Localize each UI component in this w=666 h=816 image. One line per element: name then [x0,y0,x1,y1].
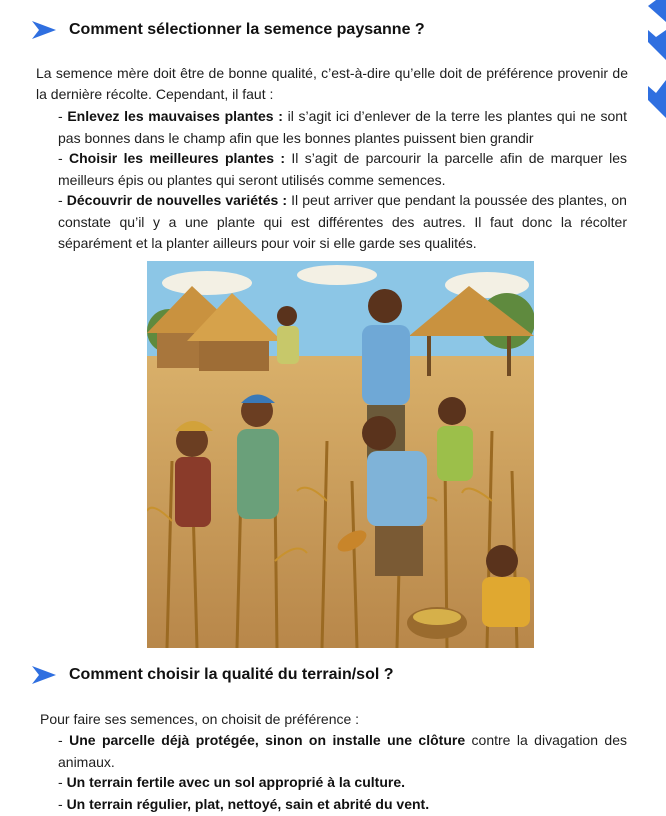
bullet-bold: Enlevez les mauvaises plantes : [67,108,283,124]
bullet-bold: Un terrain fertile avec un sol approprié à la culture. [66,774,405,790]
section1-intro: La semence mère doit être de bonne qualité, c’est-à-dire qu’elle doit de préférence provenir de la dernière récolte. Cependant, il faut : [36,65,628,102]
bullet-bold: Un terrain régulier, plat, nettoyé, sain et abrité du vent. [66,796,430,812]
farmer-figure [277,306,299,364]
section2-intro: Pour faire ses semences, on choisit de préférence : [40,711,360,727]
bullet-item: - Découvrir de nouvelles variétés : Il peut arriver que pendant la poussée des plantes, on constate qu’il y a une plante qui est différentes des autres. Il faut donc la récolter séparément et la planter ailleurs pour voir si elle garde ses qualités. [58,192,627,251]
section2-title: Comment choisir la qualité du terrain/sol ? [69,666,394,683]
farmer-figure [237,395,279,520]
farmer-figure [175,421,213,527]
bullet-bold: Découvrir de nouvelles variétés : [66,192,288,208]
bullet-item: - Choisir les meilleures plantes : Il s’agit de parcourir la parcelle afin de marquer les meilleurs épis ou plantes qui seront utilisés comme semences. [58,150,628,188]
bullet-item: - Un terrain fertile avec un sol approprié à la culture. [58,774,405,790]
section1-title: Comment sélectionner la semence paysanne ? [69,21,425,38]
arrow-bullet-icon [32,21,56,39]
decorative-chevrons [626,0,666,130]
farmers-field-illustration [147,261,534,648]
bullet-bold: Choisir les meilleures plantes : [69,150,286,166]
bullet-item: - Un terrain régulier, plat, nettoyé, sain et abrité du vent. [58,796,430,812]
arrow-bullet-icon [32,666,56,684]
section2-heading [32,666,394,684]
bullet-bold: Une parcelle déjà protégée, sinon on installe une clôture [69,732,466,748]
section1-heading [32,21,425,39]
bullet-item: - Enlevez les mauvaises plantes : il s’agit ici d’enlever de la terre les plantes qui ne sont pas bonnes dans le champ afin que les bonnes plantes puissent bien grandir [58,108,627,146]
bullet-item: - Une parcelle déjà protégée, sinon on installe une clôture contre la divagation des animaux. [58,732,627,770]
